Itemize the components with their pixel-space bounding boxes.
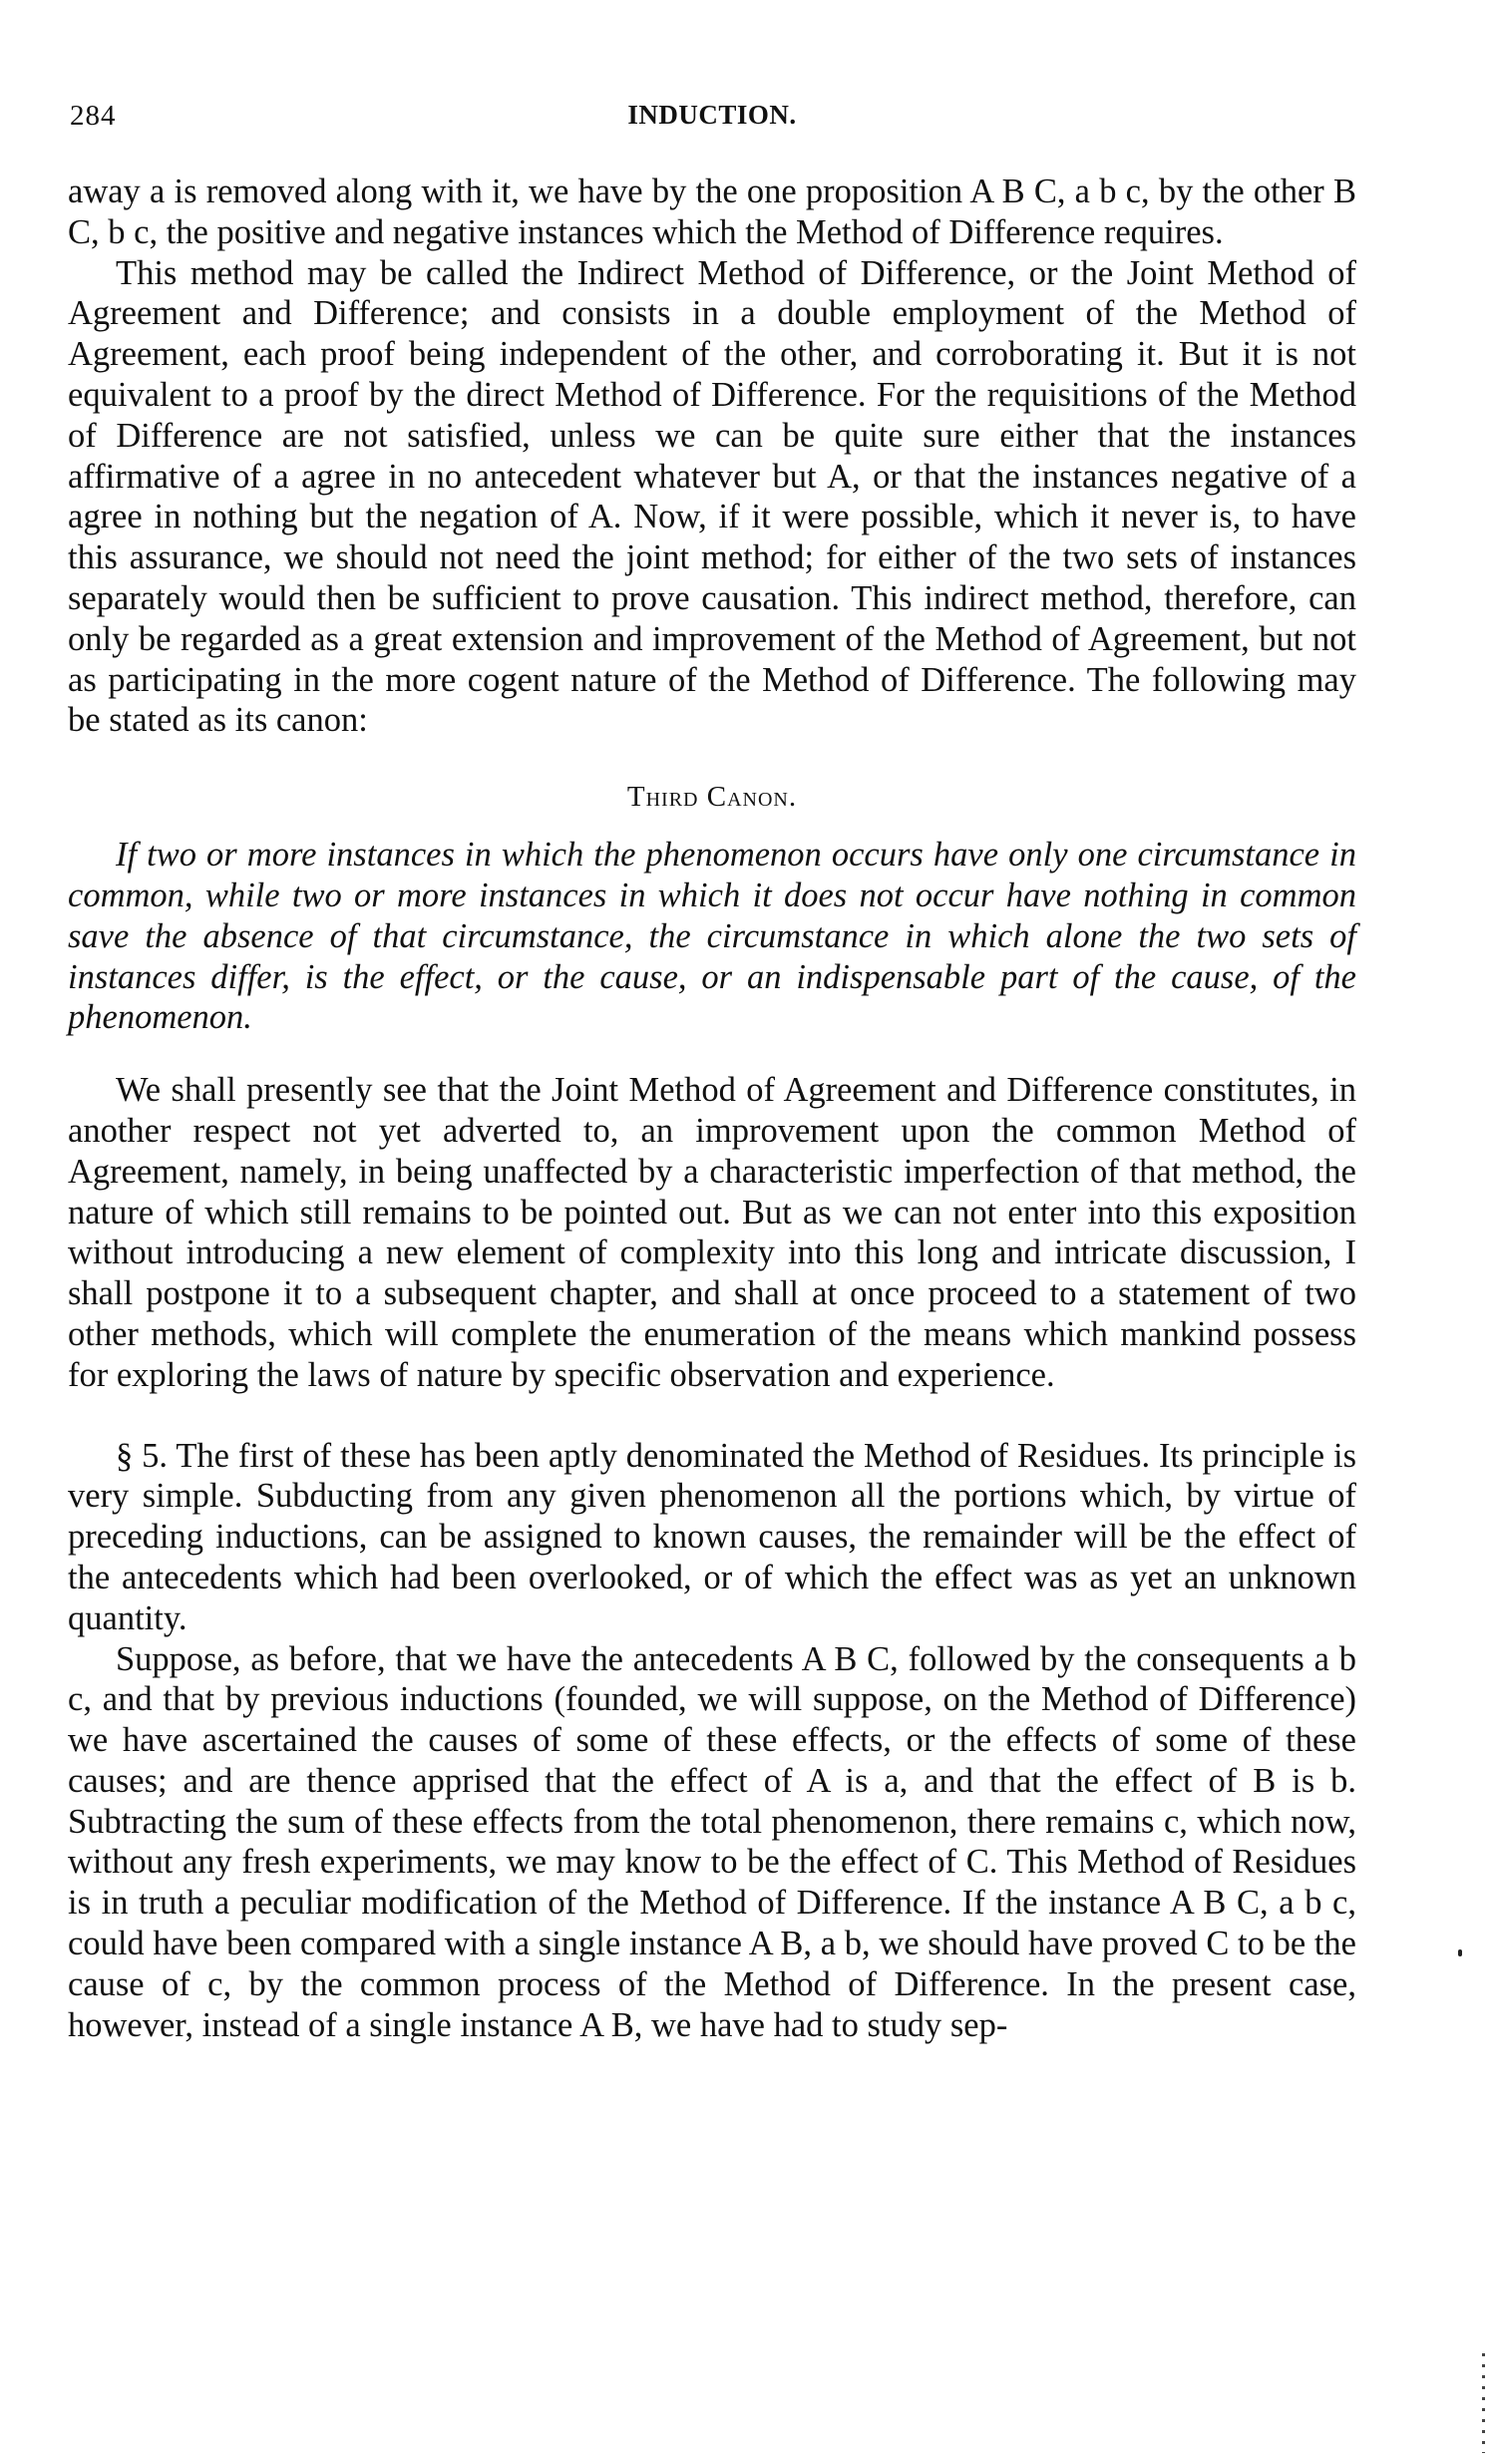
spacer (68, 1038, 1356, 1070)
spacer (68, 1396, 1356, 1436)
body-text (68, 172, 1356, 2045)
paragraph-residues-example: Suppose, as before, that we have the antecedents A B C, followed by the consequents a b c, and that by previous inductions (founded, we will suppose, on the Method of Difference) we have ascertained the causes of some of these effects, or the effects of some of these causes; and are thence apprised that the effect of A is a, and that the effect of B is b. Subtracting the sum of these effects from the total phenomenon, there remains c, which now, without any fresh experiments, we may know to be the effect of C. This Method of Residues is in truth a peculiar modification of the Method of Difference. If the instance A B C, a b c, could have been compared with a single instance A B, a b, we should have proved C to be the cause of c, by the common process of the Method of Difference. In the present case, however, instead of a single instance A B, we have had to study sep- (68, 1639, 1356, 2044)
scan-speck (1458, 1949, 1462, 1956)
canon-statement: If two or more instances in which the phenomenon occurs have only one circumstance in common, while two or more instances in which it does not occur have nothing in common save the absence of that circumstance, the circumstance in which alone the two sets of instances differ, is the effect, or the cause, or an indispensable part of the cause, of the phenomenon. (68, 836, 1356, 1037)
page-number: 284 (70, 100, 117, 132)
paragraph-section-5: § 5. The first of these has been aptly denominated the Method of Residues. Its principle is very simple. Subducting from any given phenomenon all the portions which, by virtue of preceding inductions, can be assigned to known causes, the remainder will be the effect of the antecedents which had been overlooked, or of which the effect was as yet an unknown quantity. (68, 1436, 1356, 1637)
scan-edge-marks (1482, 2353, 1485, 2453)
paragraph-continuation: away a is removed along with it, we have by the one proposition A B C, a b c, by the other B C, b c, the positive and negative instances which the Method of Difference requires. (68, 173, 1356, 251)
running-title: INDUCTION. (627, 100, 797, 130)
paragraph-joint-method: This method may be called the Indirect Method of Difference, or the Joint Method of Agreement and Difference; and consists in a double employment of the Method of Agreement, each proof being independent of the other, and corroborating it. But it is not equivalent to a proof by the direct Method of Difference. For the requisitions of the Method of Difference are not satisfied, unless we can be quite sure either that the instances affirmative of a agree in no antecedent whatever but A, or that the instances negative of a agree in nothing but the negation of A. Now, if it were possible, which it never is, to have this assurance, we should not need the joint method; for either of the two sets of instances separately would then be sufficient to prove causation. This indirect method, therefore, can only be regarded as a great extension and improvement of the Method of Agreement, but not as participating in the more cogent nature of the Method of Difference. The following may be stated as its canon: (68, 253, 1356, 740)
running-head (68, 100, 1356, 140)
paragraph-improvement: We shall presently see that the Joint Method of Agreement and Difference constitutes, in another respect not yet adverted to, an improvement upon the common Method of Agreement, namely, in being unaffected by a characteristic imperfection of that method, the nature of which still remains to be pointed out. But as we can not enter into this exposition without introducing a new element of complexity into this long and intricate discussion, I shall postpone it to a subsequent chapter, and shall at once proceed to a statement of two other methods, which will complete the enumeration of the means which mankind possess for exploring the laws of nature by specific observation and experience. (68, 1071, 1356, 1394)
canon-heading: Third Canon. (626, 781, 798, 814)
